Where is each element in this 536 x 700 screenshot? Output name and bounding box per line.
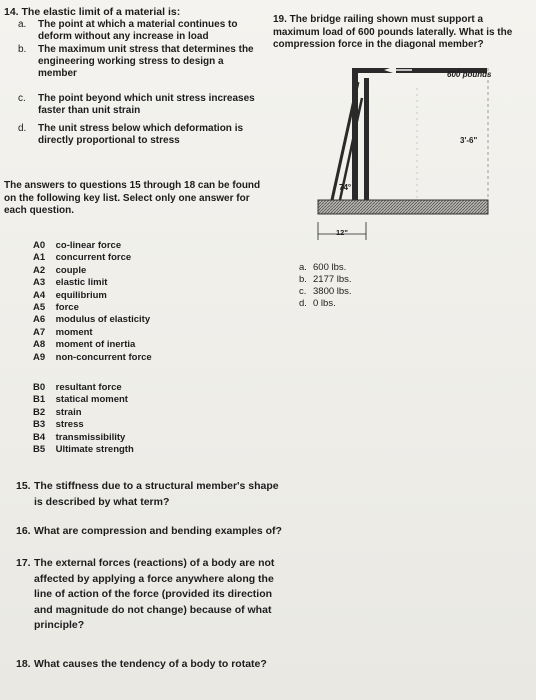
key-item: B0 resultant force	[33, 382, 122, 393]
q17	[16, 556, 278, 634]
q14-option-d-letter: d.	[18, 123, 27, 134]
key-item: A1 concurrent force	[33, 252, 132, 264]
key-list-a	[33, 240, 152, 364]
q16	[16, 524, 286, 540]
q18	[16, 657, 296, 673]
key-item: A3 elastic limit	[33, 277, 108, 289]
q19-answers	[299, 262, 352, 310]
key-item: B5 Ultimate strength	[33, 444, 134, 456]
q15-text: The stiffness due to a structural member's shape is described by what term?	[34, 480, 279, 508]
key-item: B1 statical moment	[33, 394, 128, 406]
q14-option-a-letter: a.	[18, 19, 27, 30]
key-item: A0 co-linear force	[33, 240, 122, 251]
q14-option-a-text: The point at which a material continues to deform without any increase in load	[38, 19, 238, 42]
q14-stem: 14. The elastic limit of a material is:	[4, 6, 181, 18]
key-item: A4 equilibrium	[33, 289, 107, 301]
q15-number: 15.	[16, 480, 31, 492]
q18-number: 18.	[16, 658, 31, 670]
angle-label: 74°	[339, 183, 352, 192]
q14-option-c-letter: c.	[18, 93, 26, 104]
q14-option-c[interactable]	[18, 93, 264, 117]
key-item: A8 moment of inertia	[33, 339, 136, 351]
bridge-deck	[318, 200, 488, 214]
load-label: 600 pounds	[447, 70, 492, 79]
q14-option-d[interactable]	[18, 123, 258, 147]
key-item: A5 force	[33, 302, 79, 314]
key-list-instructions: The answers to questions 15 through 18 can be found on the following key list. Select only one answer for each question.	[4, 180, 261, 216]
q14-option-b-text: The maximum unit stress that determines the engineering working stress to design a member	[38, 44, 254, 79]
q17-text: The external forces (reactions) of a body are not affected by applying a force anywhere along the line of action of the force (provided its direction and magnitude do not change) because of what principle?	[34, 557, 275, 631]
key-item: A7 moment	[33, 326, 93, 338]
q14-option-a[interactable]	[18, 19, 258, 43]
q18-text: What causes the tendency of a body to rotate?	[34, 658, 267, 670]
vertical-post-inner	[364, 78, 369, 200]
q19-answer-d[interactable]: d. 0 lbs.	[299, 298, 336, 309]
key-list-b	[33, 382, 134, 456]
key-item: B2 strain	[33, 406, 82, 418]
bridge-railing-diagram	[312, 58, 522, 248]
height-label: 3'-6"	[460, 136, 478, 145]
q14-option-b[interactable]	[18, 44, 264, 80]
q16-number: 16.	[16, 525, 31, 537]
key-item: A6 modulus of elasticity	[33, 314, 151, 326]
q19-answer-b[interactable]: b. 2177 lbs.	[299, 274, 352, 285]
base-label: 12"	[336, 228, 348, 237]
key-item: B3 stress	[33, 419, 84, 431]
q15	[16, 479, 286, 510]
q14-option-d-text: The unit stress below which deformation is directly proportional to stress	[38, 123, 244, 146]
q17-number: 17.	[16, 557, 31, 569]
q14-option-b-letter: b.	[18, 44, 27, 55]
q19-answer-a[interactable]: a. 600 lbs.	[299, 262, 347, 273]
key-item: A9 non-concurrent force	[33, 351, 152, 363]
key-item: B4 transmissibility	[33, 431, 126, 443]
key-item: A2 couple	[33, 264, 87, 276]
q14-option-c-text: The point beyond which unit stress increases faster than unit strain	[38, 93, 255, 116]
q19-answer-c[interactable]: c. 3800 lbs.	[299, 286, 352, 297]
q19-stem: 19. The bridge railing shown must support a maximum load of 600 pounds laterally. What is the compression force in the diagonal member?	[273, 14, 513, 50]
q16-text: What are compression and bending examples of?	[34, 525, 282, 537]
